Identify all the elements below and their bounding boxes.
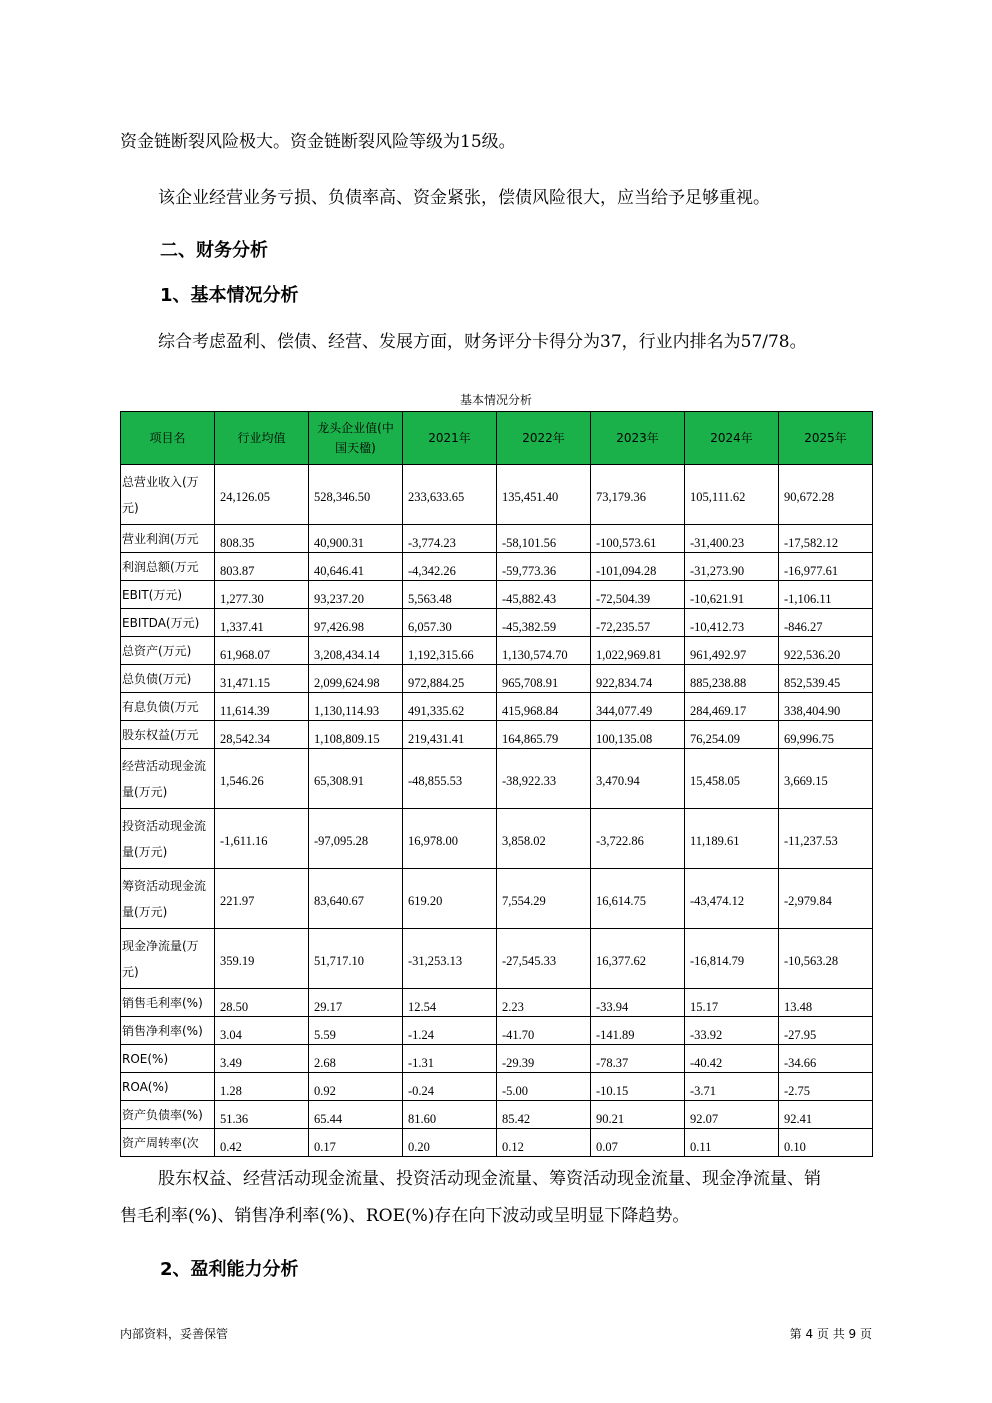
table-cell: -41.70 bbox=[497, 1017, 591, 1045]
table-cell: 3,208,434.14 bbox=[309, 637, 403, 665]
table-cell: -78.37 bbox=[591, 1045, 685, 1073]
table-cell: 344,077.49 bbox=[591, 693, 685, 721]
table-cell: 69,996.75 bbox=[779, 721, 873, 749]
table-row bbox=[121, 1073, 873, 1101]
table-cell: 1,546.26 bbox=[215, 749, 309, 809]
table-cell: -3,722.86 bbox=[591, 809, 685, 869]
table-cell: 15.17 bbox=[685, 989, 779, 1017]
row-label bbox=[121, 809, 215, 869]
table-cell: -141.89 bbox=[591, 1017, 685, 1045]
table-cell: -10,563.28 bbox=[779, 929, 873, 989]
table-cell: 1.28 bbox=[215, 1073, 309, 1101]
table-row bbox=[121, 465, 873, 525]
table-row bbox=[121, 869, 873, 929]
section-title: 二、财务分析 bbox=[160, 240, 268, 261]
row-label bbox=[121, 553, 215, 581]
table-cell: -58,101.56 bbox=[497, 525, 591, 553]
table-cell: 85.42 bbox=[497, 1101, 591, 1129]
row-label bbox=[121, 1073, 215, 1101]
table-cell: 40,900.31 bbox=[309, 525, 403, 553]
table-cell: -72,235.57 bbox=[591, 609, 685, 637]
row-label-text: ROA(%) bbox=[122, 1079, 169, 1094]
table-cell: 73,179.36 bbox=[591, 465, 685, 525]
table-row bbox=[121, 1101, 873, 1129]
table-row bbox=[121, 525, 873, 553]
table-cell: 619.20 bbox=[403, 869, 497, 929]
table-cell: 3,858.02 bbox=[497, 809, 591, 869]
table-cell: 221.97 bbox=[215, 869, 309, 929]
table-cell: 0.20 bbox=[403, 1129, 497, 1157]
table-cell: 972,884.25 bbox=[403, 665, 497, 693]
row-label-text: 股东权益(万元 bbox=[122, 727, 199, 742]
intro-line-2: 该企业经营业务亏损、负债率高、资金紧张，偿债风险很大，应当给予足够重视。 bbox=[158, 188, 770, 208]
row-label-text: 总资产(万元) bbox=[122, 643, 192, 658]
table-cell: -3.71 bbox=[685, 1073, 779, 1101]
table-cell: 29.17 bbox=[309, 989, 403, 1017]
row-label-text: 总负债(万元) bbox=[122, 671, 192, 686]
table-cell: 965,708.91 bbox=[497, 665, 591, 693]
table-cell: 28.50 bbox=[215, 989, 309, 1017]
table-row bbox=[121, 1045, 873, 1073]
table-cell: -100,573.61 bbox=[591, 525, 685, 553]
table-cell: 0.92 bbox=[309, 1073, 403, 1101]
table-cell: -33.94 bbox=[591, 989, 685, 1017]
header-industry-avg: 行业均值 bbox=[215, 412, 309, 465]
table-cell: -43,474.12 bbox=[685, 869, 779, 929]
row-label bbox=[121, 989, 215, 1017]
table-cell: 92.41 bbox=[779, 1101, 873, 1129]
table-cell: -101,094.28 bbox=[591, 553, 685, 581]
footer-confidential: 内部资料，妥善保管 bbox=[120, 1327, 229, 1341]
table-cell: 491,335.62 bbox=[403, 693, 497, 721]
row-label bbox=[121, 749, 215, 809]
table-cell: 3,669.15 bbox=[779, 749, 873, 809]
row-label bbox=[121, 869, 215, 929]
subsection-title-basic: 1、基本情况分析 bbox=[160, 285, 299, 306]
table-cell: -16,814.79 bbox=[685, 929, 779, 989]
table-cell: 90,672.28 bbox=[779, 465, 873, 525]
table-cell: 16,377.62 bbox=[591, 929, 685, 989]
table-cell: 76,254.09 bbox=[685, 721, 779, 749]
table-cell: -10.15 bbox=[591, 1073, 685, 1101]
table-cell: -72,504.39 bbox=[591, 581, 685, 609]
row-label bbox=[121, 525, 215, 553]
table-cell: 2.68 bbox=[309, 1045, 403, 1073]
table-row bbox=[121, 693, 873, 721]
table-cell: 100,135.08 bbox=[591, 721, 685, 749]
row-label-text: 投资活动现金流量(万元) bbox=[122, 818, 207, 859]
row-label bbox=[121, 1017, 215, 1045]
table-row bbox=[121, 637, 873, 665]
row-label bbox=[121, 465, 215, 525]
table-cell: 11,189.61 bbox=[685, 809, 779, 869]
table-cell: 1,192,315.66 bbox=[403, 637, 497, 665]
row-label bbox=[121, 665, 215, 693]
row-label-text: 经营活动现金流量(万元) bbox=[122, 758, 207, 799]
header-2023: 2023年 bbox=[591, 412, 685, 465]
table-cell: -31,400.23 bbox=[685, 525, 779, 553]
header-2021: 2021年 bbox=[403, 412, 497, 465]
table-row bbox=[121, 809, 873, 869]
table-body bbox=[121, 465, 873, 1157]
table-cell: 135,451.40 bbox=[497, 465, 591, 525]
table-cell: 93,237.20 bbox=[309, 581, 403, 609]
basic-analysis-table bbox=[120, 411, 873, 1157]
table-caption: 基本情况分析 bbox=[459, 393, 532, 407]
header-2024: 2024年 bbox=[685, 412, 779, 465]
table-cell: -1.31 bbox=[403, 1045, 497, 1073]
table-cell: 2.23 bbox=[497, 989, 591, 1017]
table-cell: 2,099,624.98 bbox=[309, 665, 403, 693]
table-cell: -33.92 bbox=[685, 1017, 779, 1045]
table-cell: 6,057.30 bbox=[403, 609, 497, 637]
table-cell: -34.66 bbox=[779, 1045, 873, 1073]
table-cell: 528,346.50 bbox=[309, 465, 403, 525]
table-cell: 219,431.41 bbox=[403, 721, 497, 749]
header-2025: 2025年 bbox=[779, 412, 873, 465]
table-cell: 415,968.84 bbox=[497, 693, 591, 721]
table-cell: 0.12 bbox=[497, 1129, 591, 1157]
table-cell: -29.39 bbox=[497, 1045, 591, 1073]
table-cell: -10,412.73 bbox=[685, 609, 779, 637]
table-cell: 51,717.10 bbox=[309, 929, 403, 989]
table-cell: 1,130,114.93 bbox=[309, 693, 403, 721]
row-label bbox=[121, 609, 215, 637]
table-cell: 5.59 bbox=[309, 1017, 403, 1045]
table-cell: -4,342.26 bbox=[403, 553, 497, 581]
table-cell: 16,978.00 bbox=[403, 809, 497, 869]
table-cell: 13.48 bbox=[779, 989, 873, 1017]
table-row bbox=[121, 749, 873, 809]
table-cell: 3,470.94 bbox=[591, 749, 685, 809]
table-cell: 885,238.88 bbox=[685, 665, 779, 693]
table-cell: -2,979.84 bbox=[779, 869, 873, 929]
trend-line-2: 售毛利率(%)、销售净利率(%)、ROE(%)存在向下波动或呈明显下降趋势。 bbox=[120, 1206, 690, 1226]
row-label bbox=[121, 929, 215, 989]
table-cell: 0.17 bbox=[309, 1129, 403, 1157]
table-row bbox=[121, 929, 873, 989]
table-cell: 7,554.29 bbox=[497, 869, 591, 929]
row-label-text: ROE(%) bbox=[122, 1051, 169, 1066]
table-cell: -27.95 bbox=[779, 1017, 873, 1045]
table-cell: -59,773.36 bbox=[497, 553, 591, 581]
table-cell: 24,126.05 bbox=[215, 465, 309, 525]
table-cell: 0.10 bbox=[779, 1129, 873, 1157]
table-cell: -31,273.90 bbox=[685, 553, 779, 581]
table-cell: 31,471.15 bbox=[215, 665, 309, 693]
table-cell: 5,563.48 bbox=[403, 581, 497, 609]
table-cell: 12.54 bbox=[403, 989, 497, 1017]
table-cell: 852,539.45 bbox=[779, 665, 873, 693]
table-cell: 1,277.30 bbox=[215, 581, 309, 609]
table-cell: 808.35 bbox=[215, 525, 309, 553]
table-row bbox=[121, 1129, 873, 1157]
table-cell: 83,640.67 bbox=[309, 869, 403, 929]
table-cell: 1,022,969.81 bbox=[591, 637, 685, 665]
table-cell: -97,095.28 bbox=[309, 809, 403, 869]
row-label-text: 资产周转率(次 bbox=[122, 1135, 199, 1150]
row-label-text: 销售净利率(%) bbox=[122, 1023, 203, 1038]
table-cell: 164,865.79 bbox=[497, 721, 591, 749]
table-cell: 90.21 bbox=[591, 1101, 685, 1129]
table-cell: 40,646.41 bbox=[309, 553, 403, 581]
table-cell: -38,922.33 bbox=[497, 749, 591, 809]
intro-line-1: 资金链断裂风险极大。资金链断裂风险等级为15级。 bbox=[120, 132, 516, 152]
table-cell: 922,536.20 bbox=[779, 637, 873, 665]
table-cell: -16,977.61 bbox=[779, 553, 873, 581]
table-cell: 51.36 bbox=[215, 1101, 309, 1129]
table-cell: 92.07 bbox=[685, 1101, 779, 1129]
row-label-text: 利润总额(万元 bbox=[122, 559, 199, 574]
footer-page-number: 第 4 页 共 9 页 bbox=[789, 1327, 872, 1341]
row-label-text: 筹资活动现金流量(万元) bbox=[122, 878, 207, 919]
table-row bbox=[121, 665, 873, 693]
header-item: 项目名 bbox=[121, 412, 215, 465]
table-cell: 65.44 bbox=[309, 1101, 403, 1129]
row-label bbox=[121, 637, 215, 665]
header-leader: 龙头企业值(中国天楹) bbox=[309, 412, 403, 465]
table-cell: 961,492.97 bbox=[685, 637, 779, 665]
table-row bbox=[121, 1017, 873, 1045]
table-cell: 97,426.98 bbox=[309, 609, 403, 637]
row-label bbox=[121, 721, 215, 749]
table-row bbox=[121, 609, 873, 637]
table-cell: -40.42 bbox=[685, 1045, 779, 1073]
header-2022: 2022年 bbox=[497, 412, 591, 465]
table-row bbox=[121, 721, 873, 749]
table-cell: -0.24 bbox=[403, 1073, 497, 1101]
table-row bbox=[121, 553, 873, 581]
row-label bbox=[121, 581, 215, 609]
table-cell: 16,614.75 bbox=[591, 869, 685, 929]
row-label bbox=[121, 1101, 215, 1129]
table-cell: 1,337.41 bbox=[215, 609, 309, 637]
subsection-title-profit: 2、盈利能力分析 bbox=[160, 1259, 299, 1280]
table-row bbox=[121, 989, 873, 1017]
table-cell: 359.19 bbox=[215, 929, 309, 989]
table-cell: -11,237.53 bbox=[779, 809, 873, 869]
row-label bbox=[121, 693, 215, 721]
table-cell: 105,111.62 bbox=[685, 465, 779, 525]
trend-line-1: 股东权益、经营活动现金流量、投资活动现金流量、筹资活动现金流量、现金净流量、销 bbox=[158, 1169, 821, 1189]
score-summary: 综合考虑盈利、偿债、经营、发展方面，财务评分卡得分为37，行业内排名为57/78。 bbox=[158, 332, 807, 352]
row-label-text: 营业利润(万元 bbox=[122, 531, 199, 546]
table-cell: -5.00 bbox=[497, 1073, 591, 1101]
table-cell: 0.07 bbox=[591, 1129, 685, 1157]
table-cell: -31,253.13 bbox=[403, 929, 497, 989]
table-cell: 28,542.34 bbox=[215, 721, 309, 749]
row-label bbox=[121, 1129, 215, 1157]
table-cell: 1,108,809.15 bbox=[309, 721, 403, 749]
table-cell: 15,458.05 bbox=[685, 749, 779, 809]
row-label-text: EBITDA(万元) bbox=[122, 615, 200, 630]
row-label bbox=[121, 1045, 215, 1073]
table-cell: -45,382.59 bbox=[497, 609, 591, 637]
table-cell: 0.11 bbox=[685, 1129, 779, 1157]
table-cell: 922,834.74 bbox=[591, 665, 685, 693]
table-cell: -1,611.16 bbox=[215, 809, 309, 869]
row-label-text: 资产负债率(%) bbox=[122, 1107, 203, 1122]
row-label-text: 总营业收入(万元) bbox=[122, 474, 199, 515]
table-header-row bbox=[121, 412, 873, 465]
table-cell: 3.49 bbox=[215, 1045, 309, 1073]
table-cell: 61,968.07 bbox=[215, 637, 309, 665]
table-cell: 0.42 bbox=[215, 1129, 309, 1157]
table-cell: 233,633.65 bbox=[403, 465, 497, 525]
table-cell: 803.87 bbox=[215, 553, 309, 581]
row-label-text: 销售毛利率(%) bbox=[122, 995, 203, 1010]
row-label-text: EBIT(万元) bbox=[122, 587, 183, 602]
table-cell: -45,882.43 bbox=[497, 581, 591, 609]
table-row bbox=[121, 581, 873, 609]
table-cell: -27,545.33 bbox=[497, 929, 591, 989]
table-cell: 1,130,574.70 bbox=[497, 637, 591, 665]
table-cell: -2.75 bbox=[779, 1073, 873, 1101]
table-cell: -3,774.23 bbox=[403, 525, 497, 553]
table-cell: -1,106.11 bbox=[779, 581, 873, 609]
table-cell: -1.24 bbox=[403, 1017, 497, 1045]
table-cell: -10,621.91 bbox=[685, 581, 779, 609]
row-label-text: 现金净流量(万元) bbox=[122, 938, 199, 979]
row-label-text: 有息负债(万元 bbox=[122, 699, 199, 714]
table-cell: 11,614.39 bbox=[215, 693, 309, 721]
table-cell: 284,469.17 bbox=[685, 693, 779, 721]
table-cell: -17,582.12 bbox=[779, 525, 873, 553]
table-cell: 81.60 bbox=[403, 1101, 497, 1129]
table-cell: -48,855.53 bbox=[403, 749, 497, 809]
table-cell: 338,404.90 bbox=[779, 693, 873, 721]
table-cell: 3.04 bbox=[215, 1017, 309, 1045]
table-cell: 65,308.91 bbox=[309, 749, 403, 809]
table-cell: -846.27 bbox=[779, 609, 873, 637]
